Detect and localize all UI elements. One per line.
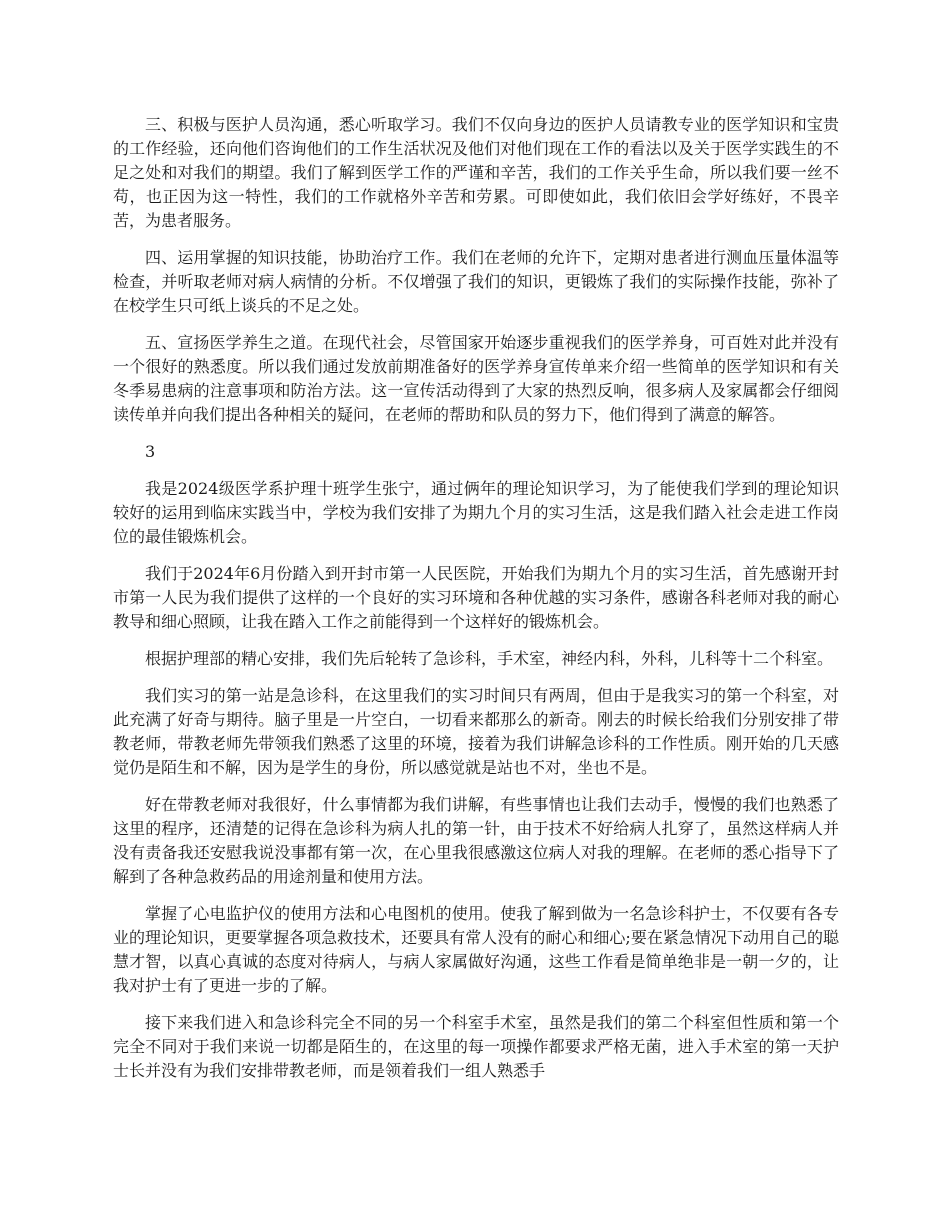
paragraph-emergency-teacher: 好在带教老师对我很好，什么事情都为我们讲解，有些事情也让我们去动手，慢慢的我们也熟悉了这里的程序，还清楚的记得在急诊科为病人扎的第一针，由于技术不好给病人扎穿了，虽然这样病人并没有责备我还安慰我说没事都有第一次，在心里我很感激这位病人对我的理解。在老师的悉心指导下了解到了各种急救药品的用途剂量和使用方法。 — [113, 795, 839, 886]
paragraph-health-promotion: 五、宣扬医学养生之道。在现代社会，尽管国家开始逐步重视我们的医学养身，可百姓对此并没有一个很好的熟悉度。所以我们通过发放前期准备好的医学养身宣传单来介绍一些简单的医学知识和有关冬季易患病的注意事项和防治方法。这一宣传活动得到了大家的热烈反响，很多病人及家属都会仔细阅读传单并向我们提出各种相关的疑问，在老师的帮助和队员的努力下，他们得到了满意的解答。 — [113, 333, 839, 424]
paragraph-department-rotation: 根据护理部的精心安排，我们先后轮转了急诊科，手术室，神经内科，外科，儿科等十二个科室。 — [145, 649, 834, 668]
paragraph-assist-treatment: 四、运用掌握的知识技能，协助治疗工作。我们在老师的允许下，定期对患者进行测血压量体温等检查，并听取老师对病人病情的分析。不仅增强了我们的知识，更锻炼了我们的实际操作技能，弥补了在校学生只可纸上谈兵的不足之处。 — [113, 248, 839, 315]
document-body — [113, 113, 839, 1096]
paragraph-introduction: 我是2024级医学系护理十班学生张宁，通过俩年的理论知识学习，为了能使我们学到的理论知识较好的运用到临床实践当中，学校为我们安排了为期九个月的实习生活，这是我们踏入社会走进工作岗位的最佳锻炼机会。 — [113, 479, 839, 546]
paragraph-communication: 三、积极与医护人员沟通，悉心听取学习。我们不仅向身边的医护人员请教专业的医学知识和宝贵的工作经验，还向他们咨询他们的工作生活状况及他们对他们现在工作的看法以及关于医学实践生的不足之处和对我们的期望。我们了解到医学工作的严谨和辛苦，我们的工作关乎生命，所以我们要一丝不苟，也正因为这一特性，我们的工作就格外辛苦和劳累。可即使如此，我们依旧会学好练好，不畏辛苦，为患者服务。 — [113, 115, 839, 230]
paragraph-emergency-skills: 掌握了心电监护仪的使用方法和心电图机的使用。使我了解到做为一名急诊科护士，不仅要有各专业的理论知识，更要掌握各项急救技术，还要具有常人没有的耐心和细心;要在紧急情况下动用自己的聪慧才智，以真心真诚的态度对待病人，与病人家属做好沟通，这些工作看是简单绝非是一朝一夕的，让我对护士有了更进一步的了解。 — [113, 904, 839, 995]
section-number: 3 — [145, 442, 156, 461]
paragraph-emergency-first-stop: 我们实习的第一站是急诊科，在这里我们的实习时间只有两周，但由于是我实习的第一个科室，对此充满了好奇与期待。脑子里是一片空白，一切看来都那么的新奇。刚去的时候长给我们分别安排了带教老师，带教老师先带领我们熟悉了这里的环境，接着为我们讲解急诊科的工作性质。刚开始的几天感觉仍是陌生和不解，因为是学生的身份，所以感觉就是站也不对，坐也不是。 — [113, 686, 839, 777]
paragraph-operating-room: 接下来我们进入和急诊科完全不同的另一个科室手术室，虽然是我们的第二个科室但性质和第一个完全不同对于我们来说一切都是陌生的，在这里的每一项操作都要求严格无菌，进入手术室的第一天护士长并没有为我们安排带教老师，而是领着我们一组人熟悉手 — [113, 1013, 839, 1080]
paragraph-hospital-arrival: 我们于2024年6月份踏入到开封市第一人民医院，开始我们为期九个月的实习生活，首先感谢开封市第一人民为我们提供了这样的一个良好的实习环境和各种优越的实习条件，感谢各科老师对我的耐心教导和细心照顾，让我在踏入工作之前能得到一个这样好的锻炼机会。 — [113, 564, 839, 631]
